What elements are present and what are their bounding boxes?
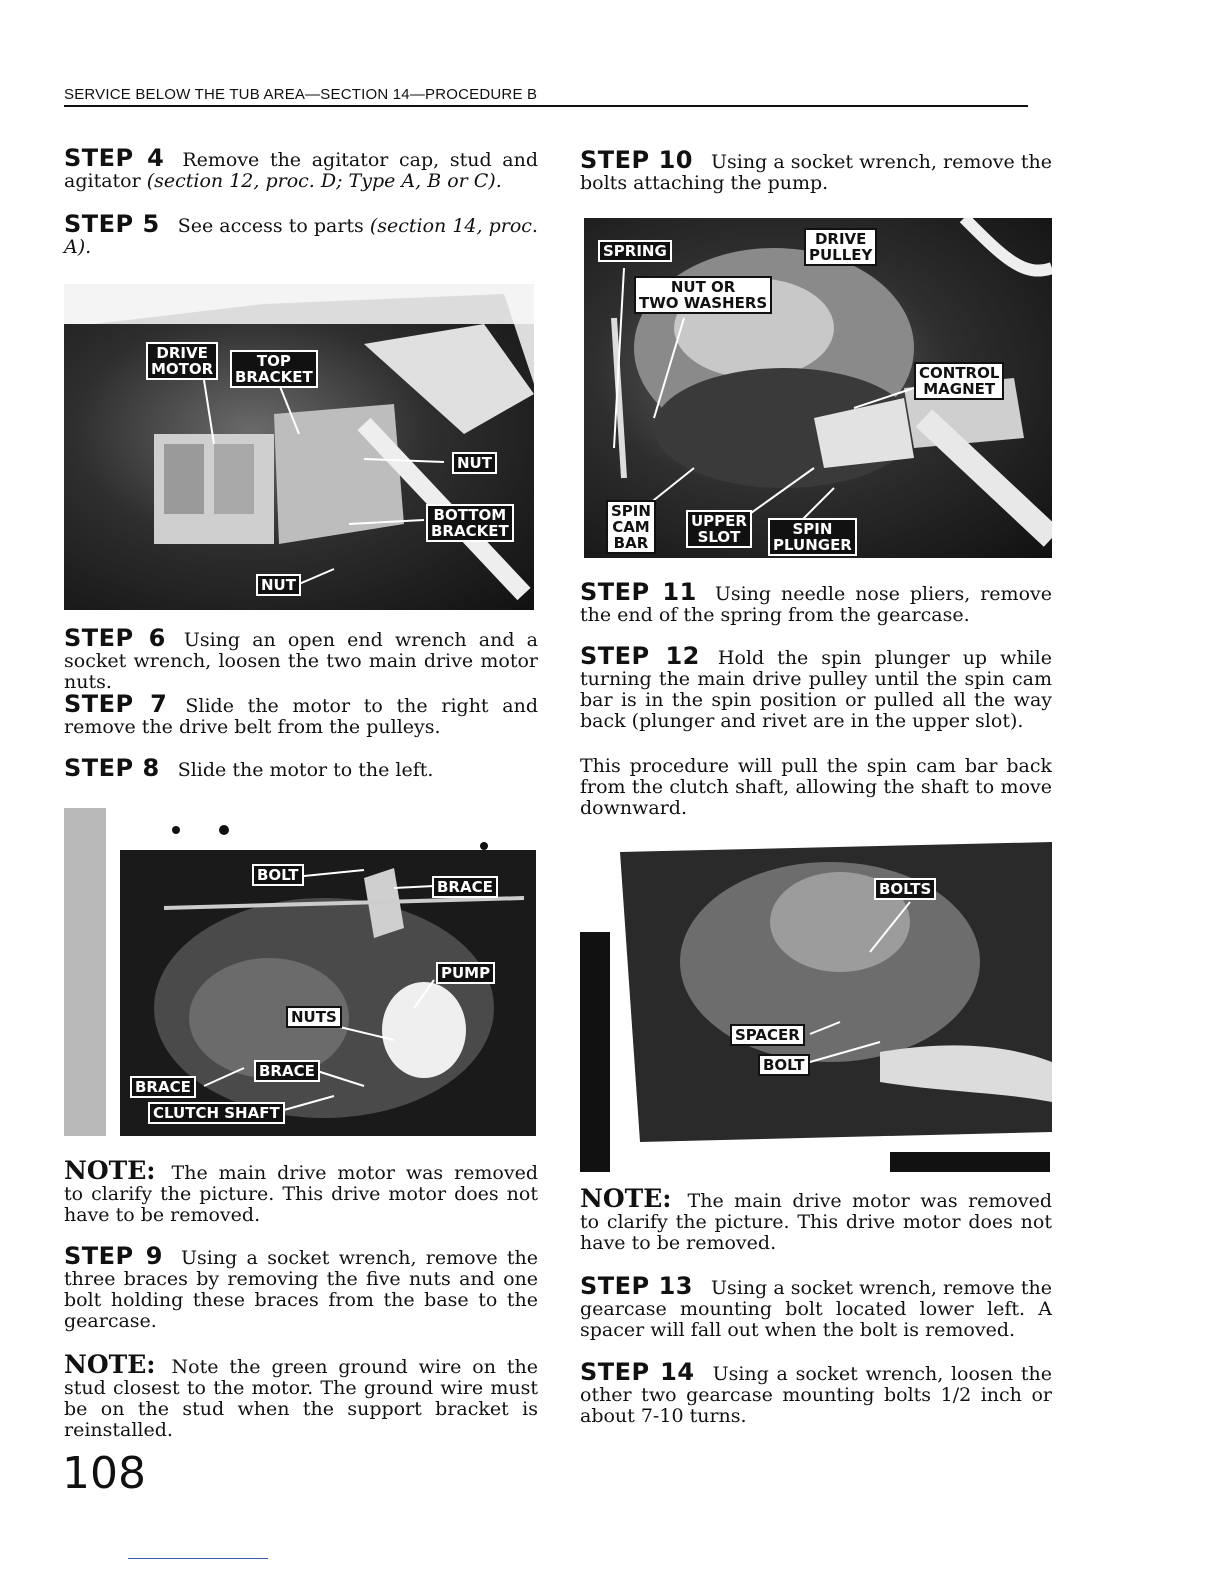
step-10 (580, 146, 1052, 194)
label-spring: SPRING (598, 240, 672, 262)
label-spacer: SPACER (730, 1024, 805, 1046)
step-12-text: Hold the spin plunger up while turning the main drive pulley until the spin cam bar is in the spin position or pulled all the way back (plunger and rivet are in the upper slot). (580, 647, 1052, 732)
label-brace-top: BRACE (432, 876, 498, 898)
label-nut-lower: NUT (256, 574, 301, 596)
photo-gearcase-bolts-art (580, 842, 1052, 1172)
step-11-text: Using needle nose pliers, remove the end of the spring from the gearcase. (580, 583, 1052, 626)
step-8-text: Slide the motor to the left. (177, 759, 434, 781)
step-13 (580, 1272, 1052, 1341)
label-top-bracket: TOP BRACKET (230, 350, 318, 388)
page-header: SERVICE BELOW THE TUB AREA—SECTION 14—PROCEDURE B (64, 86, 1028, 107)
step-14-label: STEP 14 (580, 1358, 695, 1386)
step-9-label: STEP 9 (64, 1242, 163, 1270)
step-13-label: STEP 13 (580, 1272, 693, 1300)
step-8-label: STEP 8 (64, 754, 160, 782)
step-7 (64, 690, 538, 738)
note-3-text: The main drive motor was removed to clarify the picture. This drive motor does not have to be removed. (580, 1190, 1052, 1254)
label-clutch-shaft: CLUTCH SHAFT (148, 1102, 285, 1124)
step-4-label: STEP 4 (64, 144, 165, 172)
page-number: 108 (62, 1448, 146, 1499)
step-10-text: Using a socket wrench, remove the bolts attaching the pump. (580, 151, 1052, 194)
step-14 (580, 1358, 1052, 1427)
footer-rule (128, 1558, 268, 1559)
label-drive-motor: DRIVE MOTOR (146, 342, 218, 380)
note-2 (64, 1350, 538, 1441)
label-nut-or-washers: NUT OR TWO WASHERS (634, 276, 772, 314)
step-5-ref: (section 14, proc. A). (64, 215, 538, 258)
procedure-note: This procedure will pull the spin cam bar back from the clutch shaft, allowing the shaft to move downward. (580, 755, 1052, 819)
step-14-text: Using a socket wrench, loosen the other two gearcase mounting bolts 1/2 inch or about 7-10 turns. (580, 1363, 1052, 1427)
step-12-label: STEP 12 (580, 642, 700, 670)
photo-spin-plunger (584, 218, 1052, 558)
label-spin-plunger: SPIN PLUNGER (768, 518, 857, 556)
label-bolts: BOLTS (874, 878, 936, 900)
step-11 (580, 578, 1052, 626)
step-6-text: Using an open end wrench and a socket wrench, loosen the two main drive motor nuts. (64, 629, 538, 693)
step-6-label: STEP 6 (64, 624, 166, 652)
label-bolt-lower: BOLT (758, 1054, 810, 1076)
photo-drive-motor-art (64, 284, 534, 610)
step-5-text: See access to parts (177, 215, 370, 237)
note-2-label: NOTE: (64, 1350, 156, 1379)
note-3-label: NOTE: (580, 1184, 672, 1213)
step-4-ref: (section 12, proc. D; Type A, B or C). (146, 170, 502, 192)
label-spin-cam-bar: SPIN CAM BAR (606, 500, 656, 554)
note-1-label: NOTE: (64, 1156, 156, 1185)
label-nut-upper: NUT (452, 452, 497, 474)
photo-drive-motor (64, 284, 534, 610)
label-brace-left: BRACE (130, 1076, 196, 1098)
label-bottom-bracket: BOTTOM BRACKET (426, 504, 514, 542)
step-8 (64, 754, 538, 782)
step-5-label: STEP 5 (64, 210, 160, 238)
step-4 (64, 144, 539, 192)
photo-braces-pump (64, 808, 536, 1136)
note-1 (64, 1156, 538, 1226)
step-9 (64, 1242, 538, 1332)
label-upper-slot: UPPER SLOT (686, 510, 752, 548)
label-drive-pulley: DRIVE PULLEY (804, 228, 877, 266)
step-6 (64, 624, 538, 693)
label-control-magnet: CONTROL MAGNET (914, 362, 1004, 400)
label-bolt: BOLT (252, 864, 304, 886)
step-7-label: STEP 7 (64, 690, 168, 718)
note-3 (580, 1184, 1052, 1254)
label-brace-mid: BRACE (254, 1060, 320, 1082)
step-12 (580, 642, 1052, 732)
step-7-text: Slide the motor to the right and remove the drive belt from the pulleys. (64, 695, 538, 738)
photo-gearcase-bolts (580, 842, 1052, 1172)
note-1-text: The main drive motor was removed to clarify the picture. This drive motor does not have to be removed. (64, 1162, 538, 1226)
step-13-text: Using a socket wrench, remove the gearcase mounting bolt located lower left. A spacer will fall out when the bolt is removed. (580, 1277, 1052, 1341)
step-9-text: Using a socket wrench, remove the three braces by removing the five nuts and one bolt holding these braces from the base to the gearcase. (64, 1247, 538, 1332)
note-2-text: Note the green ground wire on the stud closest to the motor. The ground wire must be on the stud when the support bracket is reinstalled. (64, 1356, 538, 1441)
step-10-label: STEP 10 (580, 146, 693, 174)
step-11-label: STEP 11 (580, 578, 697, 606)
step-4-text: Remove the agitator cap, stud and agitator (64, 149, 539, 192)
label-nuts: NUTS (286, 1006, 342, 1028)
label-pump: PUMP (436, 962, 495, 984)
step-5 (64, 210, 538, 258)
